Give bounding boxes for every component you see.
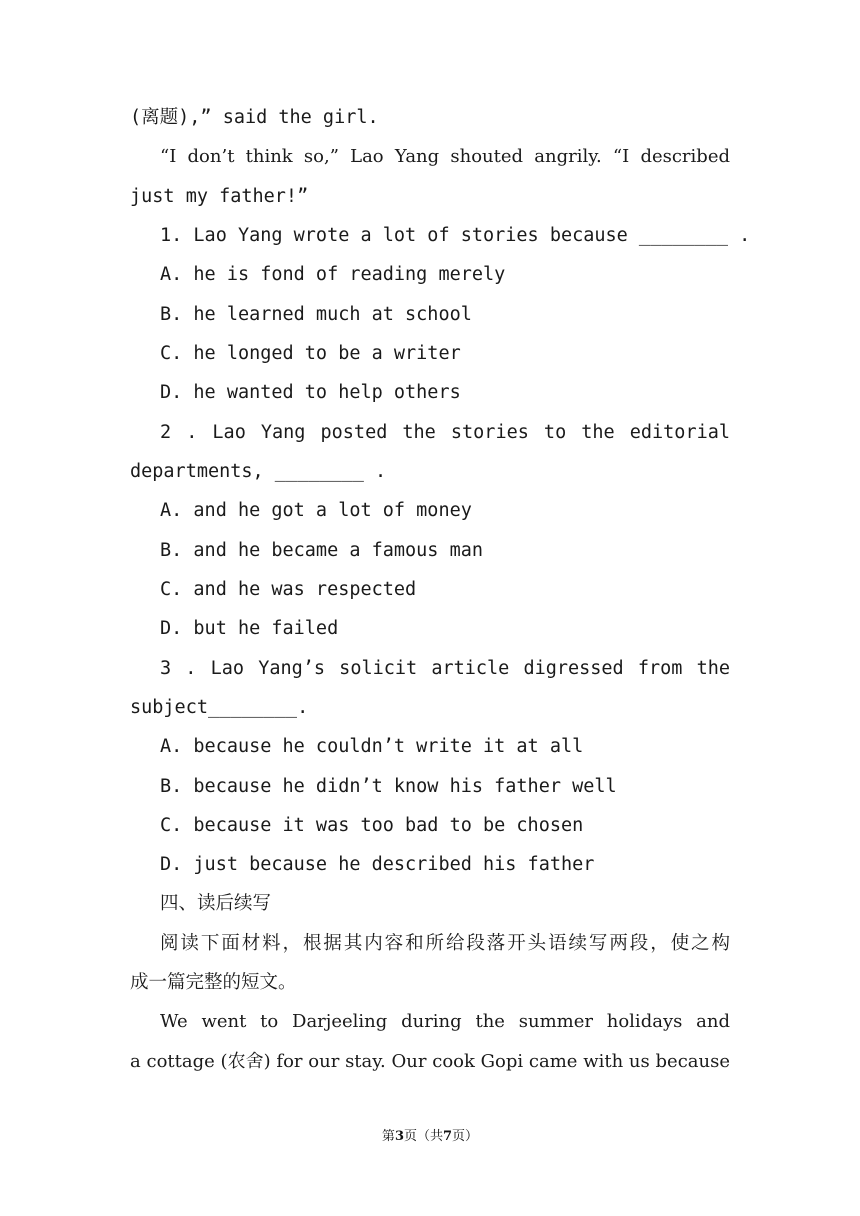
footer-page-number: 3 <box>394 1129 404 1144</box>
question-3: 3 . Lao Yang’s solicit article digressed from the <box>160 658 730 679</box>
passage-line-2: a cottage (农舍) for our stay. Our cook Gopi came with us because <box>130 1051 730 1072</box>
text-line-just-my-father: just my father!” <box>130 186 309 207</box>
question-1-option-a: A. he is fond of reading merely <box>160 264 506 285</box>
instruction-line-2: 成一篇完整的短文。 <box>130 972 297 993</box>
question-1-option-b: B. he learned much at school <box>160 304 472 325</box>
question-3-option-d: D. just because he described his father <box>160 854 595 875</box>
question-2-continued: departments, ________ . <box>130 461 387 482</box>
section-heading-continuation-writing: 四、读后续写 <box>160 893 272 914</box>
question-1-option-d: D. he wanted to help others <box>160 382 461 403</box>
page-footer <box>0 1128 860 1146</box>
question-2: 2 . Lao Yang posted the stories to the editorial <box>160 422 730 443</box>
question-3-option-c: C. because it was too bad to be chosen <box>160 815 584 836</box>
footer-suffix: 页） <box>452 1129 479 1144</box>
text-line-girl-said: (离题),” said the girl. <box>130 107 379 128</box>
text-line-lao-yang-shouted: “I don’t think so,” Lao Yang shouted angrily. “I described <box>160 146 730 167</box>
question-2-option-d: D. but he failed <box>160 618 339 639</box>
question-2-option-b: B. and he became a famous man <box>160 540 484 561</box>
footer-total-pages: 7 <box>443 1129 453 1144</box>
question-2-option-a: A. and he got a lot of money <box>160 500 472 521</box>
question-1-option-c: C. he longed to be a writer <box>160 343 461 364</box>
footer-prefix: 第 <box>381 1129 395 1144</box>
instruction-line-1: 阅读下面材料，根据其内容和所给段落开头语续写两段，使之构 <box>160 933 730 954</box>
footer-middle: 页（共 <box>403 1129 443 1144</box>
question-2-option-c: C. and he was respected <box>160 579 417 600</box>
passage-line-1: We went to Darjeeling during the summer holidays and <box>160 1011 730 1032</box>
question-3-continued: subject________. <box>130 697 309 718</box>
question-1: 1. Lao Yang wrote a lot of stories because ________ . <box>160 225 751 246</box>
question-3-option-a: A. because he couldn’t write it at all <box>160 736 584 757</box>
question-3-option-b: B. because he didn’t know his father well <box>160 776 617 797</box>
